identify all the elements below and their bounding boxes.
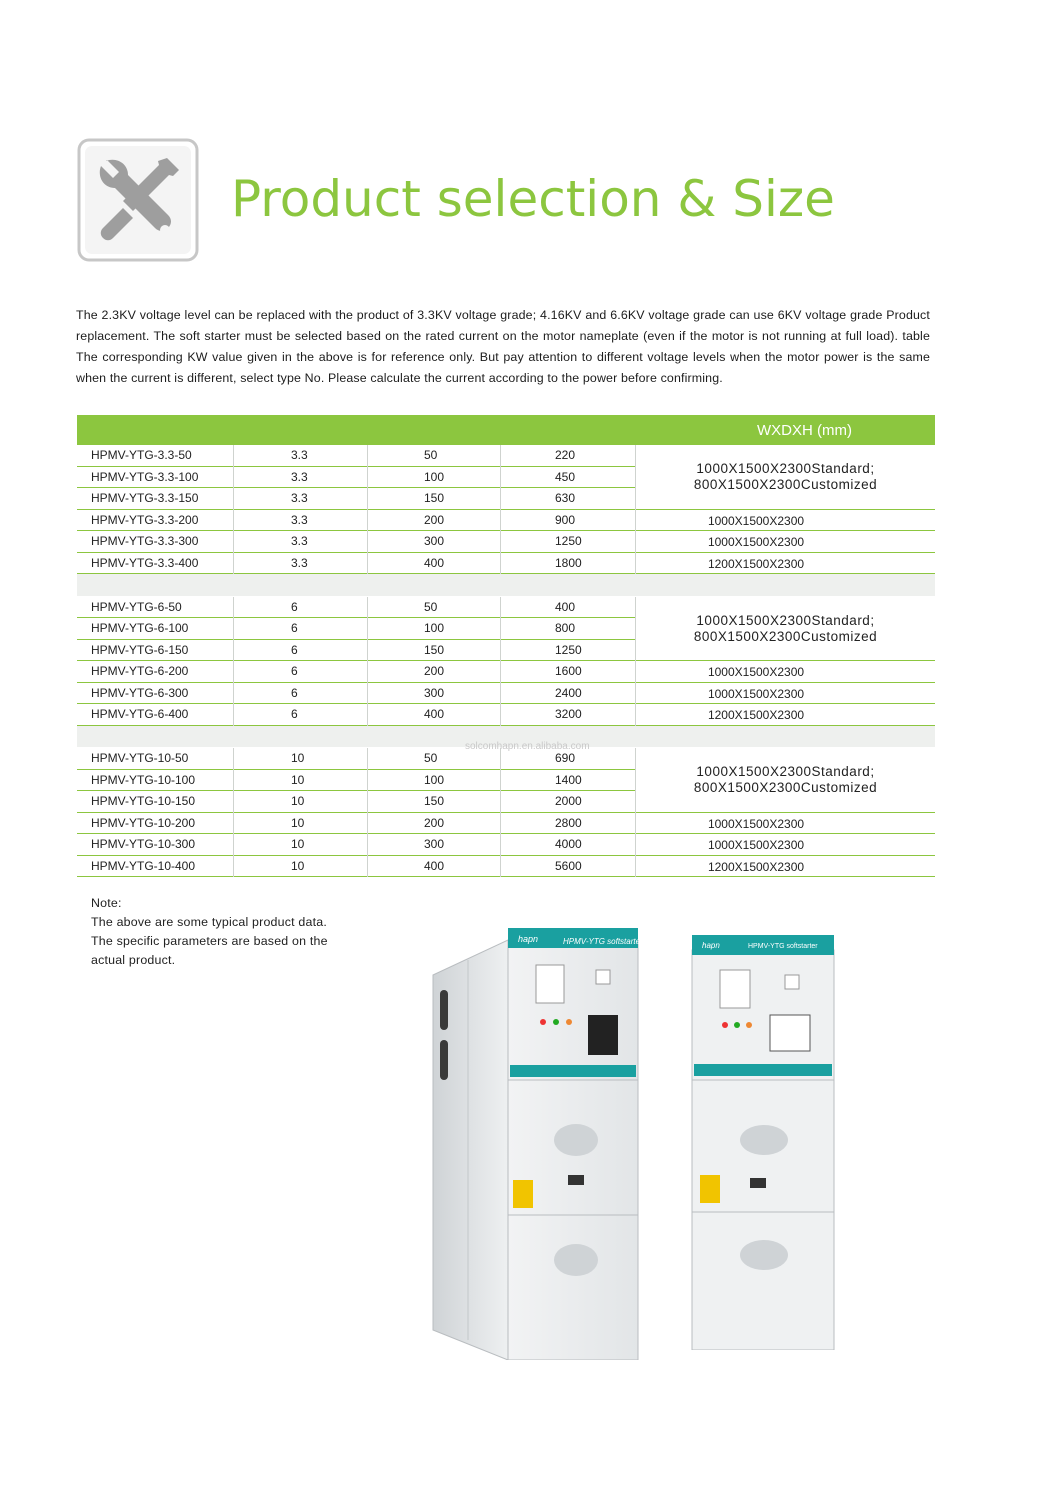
current-cell: 1600 xyxy=(555,664,582,678)
voltage-cell: 10 xyxy=(291,772,305,787)
model-cell: HPMV-YTG-6-200 xyxy=(91,664,189,678)
page-title: Product selection & Size xyxy=(231,170,835,228)
size-cell: 1200X1500X2300 xyxy=(707,556,805,571)
model-cell: HPMV-YTG-3.3-400 xyxy=(91,555,199,570)
watermark: solcomhapn.en.alibaba.com xyxy=(465,741,590,752)
table-header xyxy=(77,415,935,445)
power-cell: 50 xyxy=(424,448,438,462)
power-cell: 400 xyxy=(424,555,445,570)
power-cell: 100 xyxy=(424,621,445,635)
model-cell: HPMV-YTG-3.3-300 xyxy=(91,534,199,548)
voltage-cell: 10 xyxy=(291,837,305,851)
power-cell: 200 xyxy=(424,512,445,527)
size-cell: 1000X1500X2300 xyxy=(707,535,805,549)
current-cell: 2800 xyxy=(555,815,582,830)
cabinet-image-right xyxy=(690,930,840,1350)
model-cell: HPMV-YTG-3.3-50 xyxy=(91,448,192,462)
table-row xyxy=(77,683,935,705)
voltage-cell: 6 xyxy=(291,685,298,700)
column-divider xyxy=(635,748,636,877)
voltage-cell: 10 xyxy=(291,815,305,830)
current-cell: 900 xyxy=(555,512,576,527)
power-cell: 100 xyxy=(424,772,445,787)
power-cell: 200 xyxy=(424,815,445,830)
model-cell: HPMV-YTG-3.3-150 xyxy=(91,491,199,505)
size-cell: 1000X1500X2300 xyxy=(707,513,805,528)
column-divider xyxy=(367,748,368,877)
table-row xyxy=(77,813,935,835)
model-cell: HPMV-YTG-6-400 xyxy=(91,707,189,721)
column-divider xyxy=(367,597,368,726)
column-divider xyxy=(635,445,636,574)
model-cell: HPMV-YTG-10-200 xyxy=(91,815,196,830)
current-cell: 450 xyxy=(555,469,576,484)
current-cell: 2000 xyxy=(555,794,582,808)
current-cell: 690 xyxy=(555,751,576,765)
current-cell: 1400 xyxy=(555,772,582,787)
voltage-cell: 10 xyxy=(291,858,305,873)
power-cell: 300 xyxy=(424,837,445,851)
power-cell: 150 xyxy=(424,491,445,505)
model-cell: HPMV-YTG-10-100 xyxy=(91,772,196,787)
current-cell: 1250 xyxy=(555,534,582,548)
power-cell: 50 xyxy=(424,599,438,614)
size-cell: 1000X1500X2300 xyxy=(707,838,805,852)
current-cell: 630 xyxy=(555,491,576,505)
svg-text:HPMV-YTG softstarter: HPMV-YTG softstarter xyxy=(748,943,818,950)
table-row xyxy=(77,834,935,856)
size-cell: 1000X1500X2300 xyxy=(707,816,805,831)
table-row xyxy=(77,510,935,532)
size-cell: 1000X1500X2300 xyxy=(707,665,805,679)
model-cell: HPMV-YTG-3.3-200 xyxy=(91,512,199,527)
size-column-header: WXDXH (mm) xyxy=(757,422,852,439)
size-cell: 1000X1500X2300 xyxy=(707,686,805,701)
power-cell: 150 xyxy=(424,642,445,657)
voltage-cell: 3.3 xyxy=(291,534,308,548)
current-cell: 5600 xyxy=(555,858,582,873)
note-line: The specific parameters are based on the xyxy=(91,934,328,948)
voltage-cell: 10 xyxy=(291,751,305,765)
voltage-cell: 3.3 xyxy=(291,448,308,462)
power-cell: 300 xyxy=(424,685,445,700)
voltage-cell: 6 xyxy=(291,599,298,614)
power-cell: 150 xyxy=(424,794,445,808)
column-divider xyxy=(367,445,368,574)
voltage-cell: 6 xyxy=(291,707,298,721)
merged-size-cell xyxy=(636,445,935,510)
table-row xyxy=(77,661,935,683)
svg-text:hapn: hapn xyxy=(702,941,720,950)
current-cell: 2400 xyxy=(555,685,582,700)
column-divider xyxy=(500,597,501,726)
power-cell: 100 xyxy=(424,469,445,484)
model-cell: HPMV-YTG-6-50 xyxy=(91,599,182,614)
model-cell: HPMV-YTG-6-150 xyxy=(91,642,189,657)
size-customized: 800X1500X2300Customized xyxy=(693,477,878,492)
voltage-cell: 3.3 xyxy=(291,491,308,505)
power-cell: 50 xyxy=(424,751,438,765)
voltage-cell: 6 xyxy=(291,664,298,678)
model-cell: HPMV-YTG-6-100 xyxy=(91,621,189,635)
voltage-cell: 10 xyxy=(291,794,305,808)
current-cell: 4000 xyxy=(555,837,582,851)
column-divider xyxy=(233,748,234,877)
model-cell: HPMV-YTG-10-150 xyxy=(91,794,196,808)
table-row xyxy=(77,704,935,726)
intro-paragraph: The 2.3KV voltage level can be replaced with the product of 3.3KV voltage grade; 4.16KV and 6.6KV voltage grade can use 6KV voltage grade Product replacement. The soft starter must be selected based on the rated current on the motor nameplate (even if the motor is not running at full load). table The corresponding KW value given in the above is for reference only. But pay attention to different voltage levels when the motor power is the same when the current is different, select type No. Please calculate the current according to the power before confirming. xyxy=(76,308,930,385)
power-cell: 200 xyxy=(424,664,445,678)
table-row xyxy=(77,553,935,575)
size-customized: 800X1500X2300Customized xyxy=(693,780,878,795)
model-cell: HPMV-YTG-10-50 xyxy=(91,751,189,765)
current-cell: 220 xyxy=(555,448,576,462)
note-line: actual product. xyxy=(91,953,176,967)
group-separator xyxy=(77,574,935,596)
column-divider xyxy=(635,597,636,726)
voltage-cell: 3.3 xyxy=(291,512,308,527)
voltage-cell: 6 xyxy=(291,621,298,635)
note-line: The above are some typical product data. xyxy=(91,915,327,929)
column-divider xyxy=(233,597,234,726)
model-cell: HPMV-YTG-6-300 xyxy=(91,685,189,700)
current-cell: 1800 xyxy=(555,555,582,570)
voltage-cell: 6 xyxy=(291,642,298,657)
cabinet-image-left xyxy=(428,920,643,1360)
note-title: Note: xyxy=(91,896,122,910)
table-row xyxy=(77,531,935,553)
size-cell: 1200X1500X2300 xyxy=(707,859,805,874)
size-standard: 1000X1500X2300Standard; xyxy=(696,612,875,628)
current-cell: 400 xyxy=(555,599,576,614)
model-cell: HPMV-YTG-10-400 xyxy=(91,858,196,873)
model-cell: HPMV-YTG-10-300 xyxy=(91,837,196,851)
power-cell: 300 xyxy=(424,534,445,548)
current-cell: 3200 xyxy=(555,707,582,721)
voltage-cell: 3.3 xyxy=(291,555,308,570)
note xyxy=(91,894,371,970)
cabinet-brand: hapn xyxy=(518,934,539,944)
size-standard: 1000X1500X2300Standard; xyxy=(696,764,875,779)
column-divider xyxy=(500,445,501,574)
merged-size-cell xyxy=(636,597,935,662)
voltage-cell: 3.3 xyxy=(291,469,308,484)
current-cell: 800 xyxy=(555,621,576,635)
cabinet-label: HPMV-YTG softstarter xyxy=(563,937,643,946)
size-cell: 1200X1500X2300 xyxy=(707,708,805,722)
current-cell: 1250 xyxy=(555,642,582,657)
model-cell: HPMV-YTG-3.3-100 xyxy=(91,469,199,484)
merged-size-cell xyxy=(636,748,935,813)
size-standard: 1000X1500X2300Standard; xyxy=(696,461,875,476)
column-divider xyxy=(233,445,234,574)
table-row xyxy=(77,856,935,878)
power-cell: 400 xyxy=(424,707,445,721)
size-customized: 800X1500X2300Customized xyxy=(693,628,878,644)
power-cell: 400 xyxy=(424,858,445,873)
column-divider xyxy=(500,748,501,877)
tools-icon xyxy=(77,138,199,262)
